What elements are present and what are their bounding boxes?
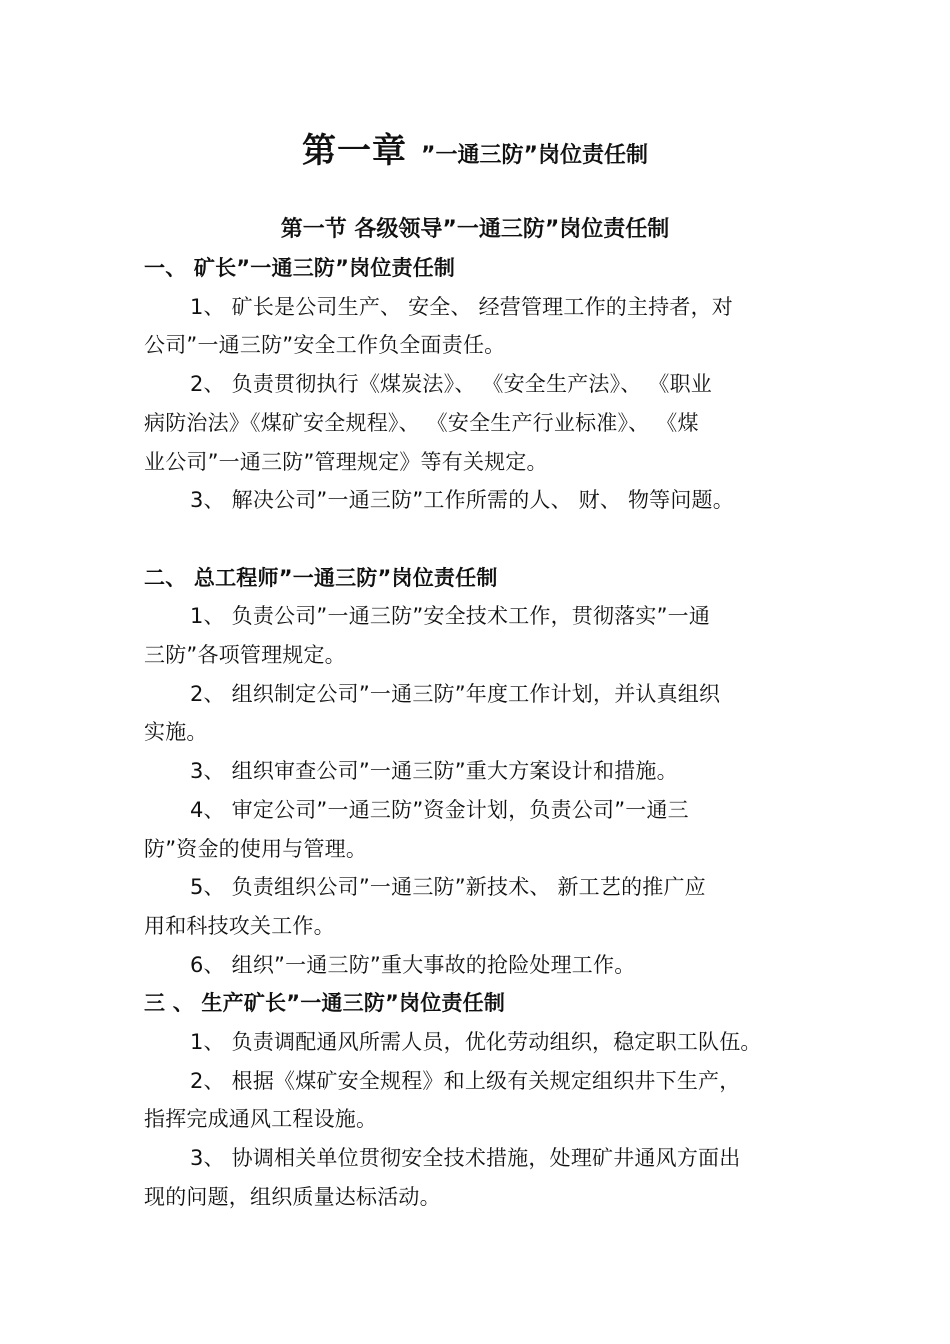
paragraph-first-line: 3、 解决公司”一通三防”工作所需的人、 财、 物等问题。 (190, 488, 734, 513)
paragraph-first-line: 2、 根据《煤矿安全规程》和上级有关规定组织井下生产， (190, 1068, 741, 1093)
paragraph-line: 指挥完成通风工程设施。 (144, 1107, 378, 1132)
paragraph-first-line: 1、 矿长是公司生产、 安全、 经营管理工作的主持者，对 (190, 294, 733, 319)
paragraph-line: 三防”各项管理规定。 (144, 643, 346, 668)
paragraph-line: 业公司”一通三防”管理规定》等有关规定。 (144, 449, 548, 474)
paragraph-line: 用和科技攻关工作。 (144, 913, 335, 938)
paragraph-first-line: 3、 协调相关单位贯彻安全技术措施，处理矿井通风方面出 (190, 1146, 741, 1171)
clause-heading: 三 、 生产矿长”一通三防”岗位责任制 (144, 991, 506, 1016)
paragraph-first-line: 1、 负责公司”一通三防”安全技术工作，贯彻落实”一通 (190, 604, 711, 629)
paragraph-line: 现的问题，组织质量达标活动。 (144, 1184, 441, 1209)
paragraph-first-line: 6、 组织”一通三防”重大事故的抢险处理工作。 (190, 952, 636, 977)
paragraph-line: 公司”一通三防”安全工作负全面责任。 (144, 333, 506, 358)
paragraph-line: 病防治法》《煤矿安全规程》、 《安全生产行业标准》、 《煤 (144, 410, 699, 435)
paragraph-first-line: 4、 审定公司”一通三防”资金计划，负责公司”一通三 (190, 797, 689, 822)
paragraph-first-line: 2、 组织制定公司”一通三防”年度工作计划，并认真组织 (190, 681, 721, 706)
paragraph-line: 实施。 (144, 720, 208, 745)
paragraph-first-line: 5、 负责组织公司”一通三防”新技术、 新工艺的推广应 (190, 875, 706, 900)
clause-heading: 一、 矿长”一通三防”岗位责任制 (144, 256, 456, 280)
paragraph-line: 防”资金的使用与管理。 (144, 836, 368, 861)
chapter-name: ”一通三防”岗位责任制 (421, 143, 648, 168)
paragraph-first-line: 2、 负责贯彻执行《煤炭法》、 《安全生产法》、 《职业 (190, 372, 712, 397)
blank-line (144, 520, 824, 559)
chapter-title (0, 128, 950, 180)
chapter-number: 第一章 (302, 131, 408, 171)
paragraph-first-line: 1、 负责调配通风所需人员，优化劳动组织，稳定职工队伍。 (190, 1030, 762, 1055)
document-body (144, 249, 824, 1217)
paragraph-first-line: 3、 组织审查公司”一通三防”重大方案设计和措施。 (190, 759, 678, 784)
clause-heading: 二、 总工程师”一通三防”岗位责任制 (144, 565, 498, 590)
section-title: 第一节 各级领导”一通三防”岗位责任制 (280, 217, 670, 242)
